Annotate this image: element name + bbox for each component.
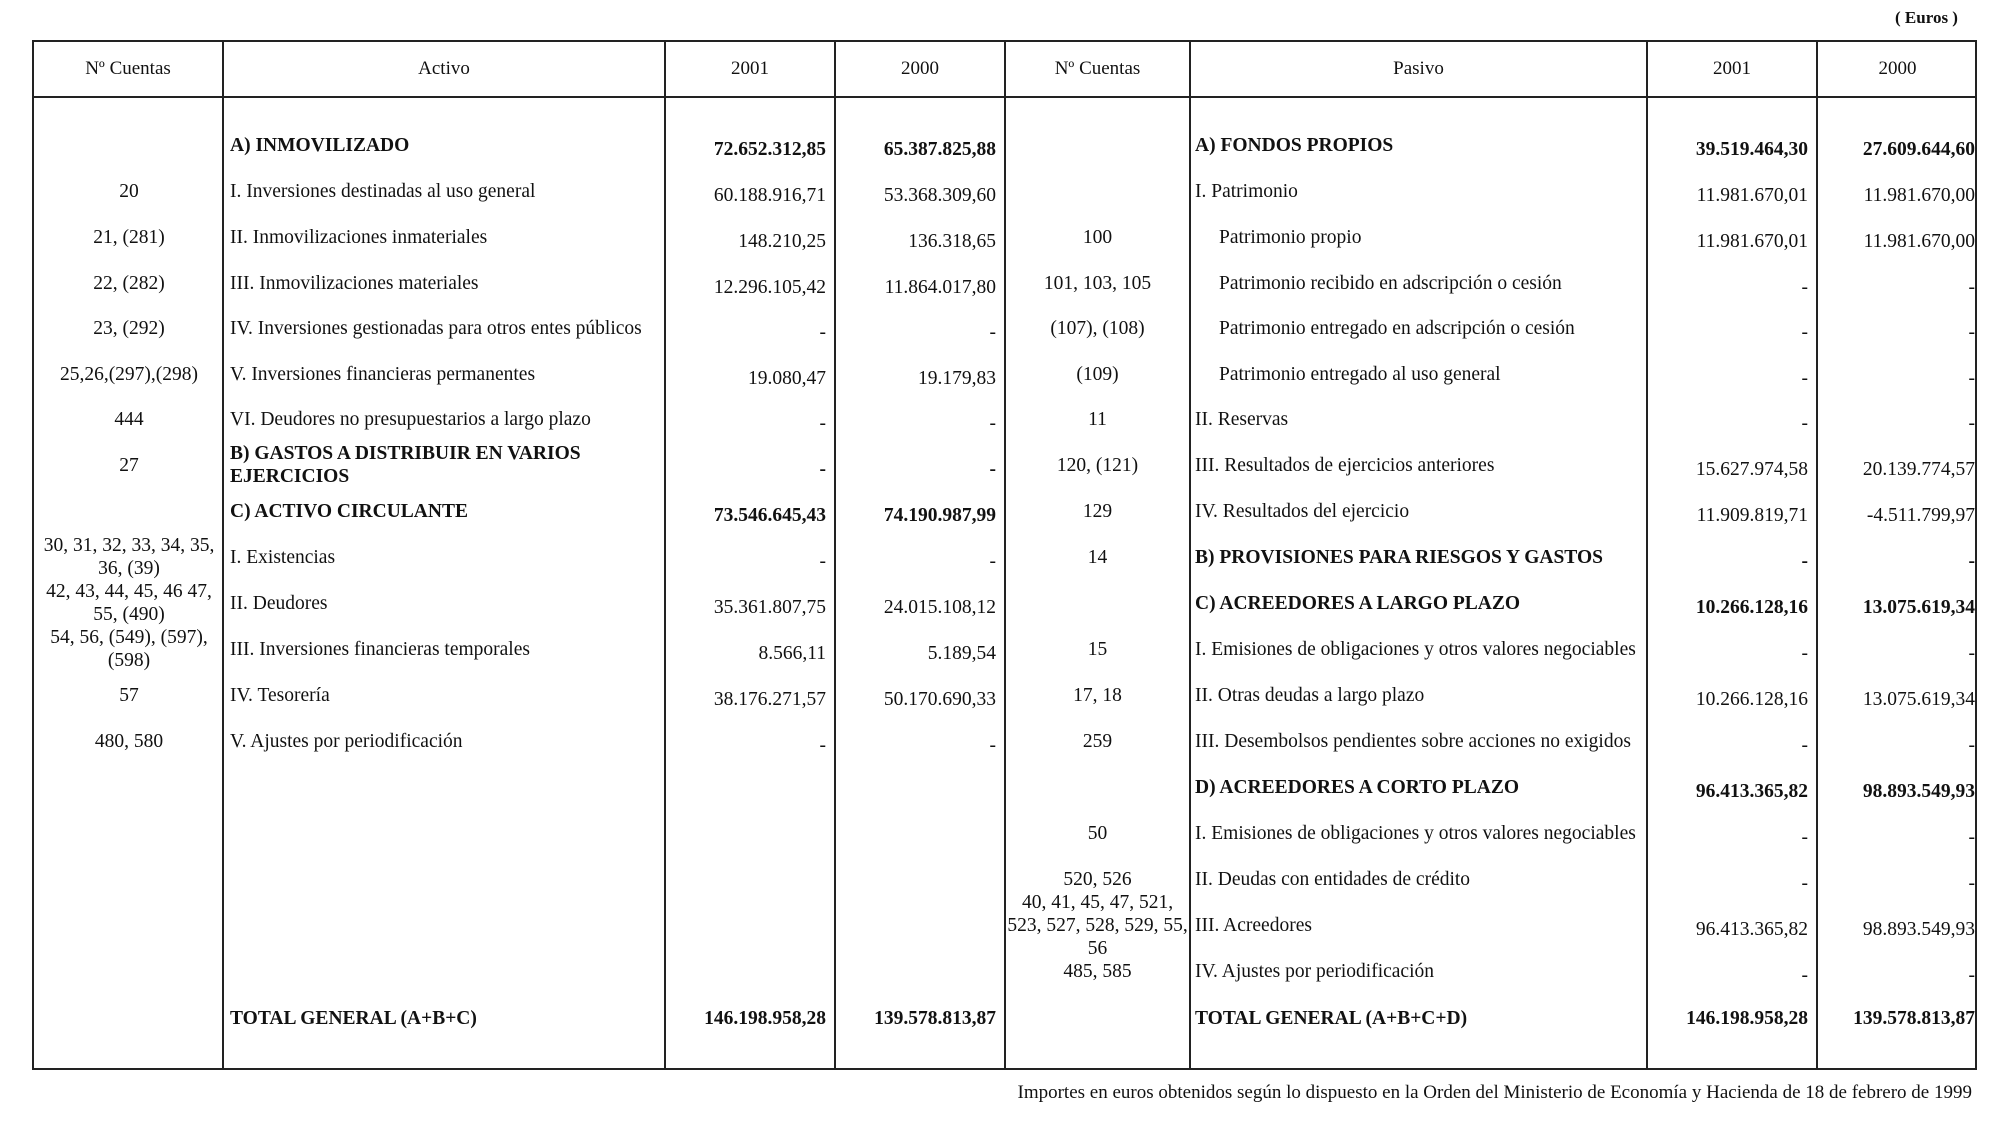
activo-total-2001 — [668, 995, 826, 1041]
activo-value-2000-text: - — [989, 321, 996, 343]
pasivo-label — [1195, 810, 1643, 856]
pasivo-value-2001 — [1650, 446, 1808, 492]
pasivo-label-text: II. Deudas con entidades de crédito — [1195, 868, 1471, 890]
activo-value-2000 — [838, 172, 996, 218]
pasivo-value-2000-text: - — [1968, 826, 1975, 848]
activo-account-text: 42, 43, 44, 45, 46 47, 55, (490) — [46, 581, 212, 625]
pasivo-account — [1006, 408, 1189, 430]
activo-account-text: 23, (292) — [93, 317, 165, 339]
activo-value-2000-text: - — [989, 550, 996, 572]
activo-value-2000-text: 11.864.017,80 — [884, 276, 996, 298]
pasivo-value-2000 — [1820, 630, 1975, 676]
activo-account-text: 22, (282) — [93, 272, 165, 294]
pasivo-account — [1006, 134, 1189, 156]
activo-value-2001 — [668, 264, 826, 310]
pasivo-account — [1006, 960, 1189, 982]
pasivo-value-2000-text: -4.511.799,97 — [1866, 504, 1975, 526]
activo-label — [230, 168, 658, 214]
activo-value-2001-text: - — [819, 458, 826, 480]
activo-total-label — [230, 995, 658, 1041]
pasivo-value-2001 — [1650, 814, 1808, 860]
pasivo-label — [1195, 488, 1643, 534]
activo-account-text: 20 — [119, 180, 139, 202]
activo-value-2000 — [838, 584, 996, 630]
pasivo-value-2001-text: 11.909.819,71 — [1696, 504, 1808, 526]
activo-label-text: III. Inmovilizaciones materiales — [230, 272, 479, 294]
activo-label-text: C) ACTIVO CIRCULANTE — [230, 500, 468, 522]
activo-value-2000-text: 65.387.825,88 — [883, 138, 996, 160]
activo-value-2000-text: 5.189,54 — [927, 642, 996, 664]
activo-account-text: 27 — [119, 454, 139, 476]
activo-value-2000-text: 74.190.987,99 — [883, 504, 996, 526]
pasivo-value-2001 — [1650, 538, 1808, 584]
pasivo-value-2000-text: 98.893.549,93 — [1862, 918, 1975, 940]
pasivo-value-2001-text: - — [1801, 367, 1808, 389]
pasivo-label-text: I. Emisiones de obligaciones y otros valores negociables — [1195, 822, 1636, 844]
balance-sheet-table — [32, 40, 1977, 1070]
pasivo-label — [1219, 260, 1643, 306]
pasivo-label — [1219, 214, 1643, 260]
activo-value-2000-text: 50.170.690,33 — [883, 688, 996, 710]
activo-value-2001-text: - — [819, 412, 826, 434]
activo-label — [230, 718, 658, 764]
header-year-2000-left: 2000 — [901, 58, 939, 79]
activo-label-text: II. Deudores — [230, 592, 328, 614]
pasivo-value-2000-text: - — [1968, 367, 1975, 389]
pasivo-value-2001 — [1650, 400, 1808, 446]
activo-account-text: 480, 580 — [94, 730, 164, 752]
pasivo-value-2000-text: - — [1968, 550, 1975, 572]
activo-label-text: B) GASTOS A DISTRIBUIR EN VARIOS EJERCICIOS — [230, 443, 581, 487]
activo-value-2001 — [668, 584, 826, 630]
activo-value-2001 — [668, 492, 826, 538]
activo-value-2000 — [838, 492, 996, 538]
pasivo-label — [1195, 122, 1643, 168]
pasivo-value-2001 — [1650, 584, 1808, 630]
activo-label — [230, 580, 658, 626]
pasivo-value-2001-text: - — [1801, 872, 1808, 894]
column-rule — [222, 42, 224, 1068]
pasivo-label-text: Patrimonio recibido en adscripción o cesión — [1219, 272, 1562, 294]
pasivo-value-2000-text: 98.893.549,93 — [1862, 780, 1975, 802]
pasivo-total-2001 — [1650, 995, 1808, 1041]
activo-value-2001-text: 73.546.645,43 — [713, 504, 826, 526]
column-rule — [1646, 42, 1648, 1068]
pasivo-total-2000-text: 139.578.813,87 — [1853, 1007, 1975, 1029]
pasivo-label-text: C) ACREEDORES A LARGO PLAZO — [1195, 592, 1521, 614]
pasivo-value-2000 — [1820, 906, 1975, 952]
activo-value-2000-text: 24.015.108,12 — [883, 596, 996, 618]
activo-account-text: 30, 31, 32, 33, 34, 35, 36, (39) — [43, 535, 215, 579]
activo-account-text: 21, (281) — [93, 226, 165, 248]
pasivo-value-2000-text: - — [1968, 872, 1975, 894]
pasivo-value-2001-text: 96.413.365,82 — [1695, 780, 1808, 802]
activo-label — [230, 396, 658, 442]
pasivo-value-2000 — [1820, 952, 1975, 998]
activo-value-2000-text: 19.179,83 — [918, 367, 996, 389]
table-header — [34, 42, 1975, 98]
activo-value-2001 — [668, 676, 826, 722]
activo-value-2000 — [838, 218, 996, 264]
currency-note: ( Euros ) — [1895, 8, 1958, 27]
activo-account — [36, 684, 222, 706]
pasivo-value-2000 — [1820, 264, 1975, 310]
pasivo-label-text: A) FONDOS PROPIOS — [1195, 134, 1394, 156]
pasivo-label-text: III. Acreedores — [1195, 914, 1312, 936]
activo-value-2000-text: - — [989, 412, 996, 434]
pasivo-value-2001 — [1650, 722, 1808, 768]
activo-value-2001 — [668, 172, 826, 218]
pasivo-value-2000 — [1820, 309, 1975, 355]
pasivo-value-2000-text: 11.981.670,00 — [1863, 230, 1975, 252]
pasivo-label — [1195, 534, 1643, 580]
activo-value-2001-text: - — [819, 550, 826, 572]
activo-account — [36, 272, 222, 294]
activo-value-2000-text: - — [989, 734, 996, 756]
activo-value-2001 — [668, 309, 826, 355]
activo-account — [36, 317, 222, 339]
activo-value-2000 — [838, 676, 996, 722]
activo-label-text: II. Inmovilizaciones inmateriales — [230, 226, 488, 248]
pasivo-account-text: 14 — [1087, 546, 1108, 568]
pasivo-label-text: IV. Resultados del ejercicio — [1195, 500, 1410, 522]
pasivo-value-2000 — [1820, 860, 1975, 906]
pasivo-value-2001-text: 39.519.464,30 — [1695, 138, 1808, 160]
pasivo-value-2001 — [1650, 172, 1808, 218]
pasivo-value-2001 — [1650, 906, 1808, 952]
activo-label — [230, 351, 658, 397]
pasivo-value-2000 — [1820, 172, 1975, 218]
pasivo-label-text: II. Reservas — [1195, 408, 1289, 430]
pasivo-value-2000-text: 27.609.644,60 — [1862, 138, 1975, 160]
activo-total-2000 — [838, 995, 996, 1041]
activo-label — [230, 626, 658, 672]
pasivo-label-text: II. Otras deudas a largo plazo — [1195, 684, 1425, 706]
pasivo-value-2000-text: - — [1968, 321, 1975, 343]
activo-value-2001-text: 35.361.807,75 — [713, 596, 826, 618]
pasivo-value-2000-text: 11.981.670,00 — [1863, 184, 1975, 206]
pasivo-value-2001 — [1650, 630, 1808, 676]
pasivo-value-2000 — [1820, 538, 1975, 584]
pasivo-account-text: 520, 526 — [1063, 868, 1132, 890]
activo-account-text: 54, 56, (549), (597), (598) — [50, 627, 208, 671]
pasivo-account — [1006, 317, 1189, 339]
pasivo-value-2000-text: - — [1968, 276, 1975, 298]
activo-account — [36, 500, 222, 522]
activo-value-2000 — [838, 309, 996, 355]
pasivo-value-2001 — [1650, 355, 1808, 401]
pasivo-account — [1006, 363, 1189, 385]
pasivo-label-text: III. Desembolsos pendientes sobre acciones no exigidos — [1195, 730, 1631, 752]
pasivo-account-text: (107), (108) — [1050, 317, 1145, 339]
pasivo-value-2000-text: - — [1968, 964, 1975, 986]
pasivo-value-2001 — [1650, 952, 1808, 998]
header-year-2001-right: 2001 — [1713, 58, 1751, 79]
pasivo-account — [1006, 592, 1189, 614]
pasivo-account-text: 129 — [1082, 500, 1113, 522]
pasivo-label-text: III. Resultados de ejercicios anteriores — [1195, 454, 1495, 476]
footnote: Importes en euros obtenidos según lo dispuesto en la Orden del Ministerio de Economía y Hacienda de 18 de febrero de 1999 — [1017, 1082, 1972, 1103]
activo-account — [36, 535, 222, 579]
pasivo-label — [1195, 672, 1643, 718]
activo-label — [230, 534, 658, 580]
pasivo-label — [1195, 902, 1643, 948]
activo-value-2000 — [838, 264, 996, 310]
activo-value-2001-text: 148.210,25 — [738, 230, 826, 252]
pasivo-value-2000 — [1820, 814, 1975, 860]
pasivo-total-label — [1195, 995, 1643, 1041]
activo-account — [36, 730, 222, 752]
pasivo-value-2000 — [1820, 584, 1975, 630]
pasivo-label-text: B) PROVISIONES PARA RIESGOS Y GASTOS — [1195, 546, 1603, 568]
pasivo-value-2001 — [1650, 309, 1808, 355]
pasivo-total-2000 — [1820, 995, 1975, 1041]
activo-value-2000-text: - — [989, 458, 996, 480]
header-pasivo: Pasivo — [1393, 58, 1444, 79]
activo-label — [230, 122, 658, 168]
activo-account — [36, 134, 222, 156]
activo-label-text: A) INMOVILIZADO — [230, 134, 410, 156]
column-rule — [1189, 42, 1191, 1068]
pasivo-account — [1006, 868, 1189, 890]
pasivo-value-2001 — [1650, 860, 1808, 906]
pasivo-account — [1006, 500, 1189, 522]
activo-label — [230, 488, 658, 534]
activo-value-2000 — [838, 538, 996, 584]
header-year-2001-left: 2001 — [731, 58, 769, 79]
pasivo-value-2000 — [1820, 218, 1975, 264]
pasivo-value-2000-text: 20.139.774,57 — [1862, 458, 1975, 480]
pasivo-label — [1195, 168, 1643, 214]
pasivo-account — [1006, 454, 1189, 476]
pasivo-value-2000 — [1820, 355, 1975, 401]
activo-total-label-text: TOTAL GENERAL (A+B+C) — [230, 1007, 477, 1029]
pasivo-value-2000 — [1820, 676, 1975, 722]
pasivo-value-2000-text: - — [1968, 734, 1975, 756]
header-accounts-left: Nº Cuentas — [85, 58, 171, 79]
column-rule — [664, 42, 666, 1068]
pasivo-account-text: 17, 18 — [1073, 684, 1122, 706]
pasivo-value-2001 — [1650, 676, 1808, 722]
pasivo-label-text: IV. Ajustes por periodificación — [1195, 960, 1435, 982]
pasivo-value-2001 — [1650, 126, 1808, 172]
activo-account — [36, 627, 222, 671]
pasivo-account — [1006, 892, 1189, 958]
pasivo-value-2001-text: - — [1801, 276, 1808, 298]
pasivo-account — [1006, 546, 1189, 568]
activo-value-2001 — [668, 218, 826, 264]
activo-account-text: 444 — [114, 408, 144, 430]
pasivo-account — [1006, 684, 1189, 706]
pasivo-value-2001-text: 11.981.670,01 — [1696, 184, 1808, 206]
pasivo-value-2001-text: - — [1801, 550, 1808, 572]
activo-value-2001-text: 60.188.916,71 — [713, 184, 826, 206]
activo-account — [36, 363, 222, 385]
pasivo-account-text: (109) — [1076, 363, 1119, 385]
pasivo-account-text: 100 — [1082, 226, 1113, 248]
pasivo-value-2001-text: 96.413.365,82 — [1695, 918, 1808, 940]
pasivo-label — [1219, 305, 1643, 351]
activo-value-2000 — [838, 400, 996, 446]
pasivo-value-2000 — [1820, 126, 1975, 172]
pasivo-value-2001-text: - — [1801, 826, 1808, 848]
activo-value-2000 — [838, 722, 996, 768]
pasivo-label-text: D) ACREEDORES A CORTO PLAZO — [1195, 776, 1520, 798]
activo-account — [36, 454, 222, 476]
pasivo-value-2000 — [1820, 722, 1975, 768]
pasivo-label-text: I. Emisiones de obligaciones y otros valores negociables — [1195, 638, 1636, 660]
activo-value-2000 — [838, 355, 996, 401]
pasivo-account-text: 120, (121) — [1056, 454, 1139, 476]
activo-value-2001-text: - — [819, 734, 826, 756]
activo-value-2001 — [668, 538, 826, 584]
pasivo-label — [1195, 718, 1643, 764]
pasivo-account-text: 259 — [1082, 730, 1113, 752]
activo-value-2001-text: 38.176.271,57 — [713, 688, 826, 710]
pasivo-value-2001-text: 11.981.670,01 — [1696, 230, 1808, 252]
pasivo-account — [1006, 638, 1189, 660]
activo-label-text: IV. Inversiones gestionadas para otros entes públicos — [230, 317, 642, 339]
pasivo-account-text: 11 — [1088, 408, 1107, 430]
activo-label — [230, 214, 658, 260]
pasivo-value-2001-text: - — [1801, 412, 1808, 434]
header-activo: Activo — [418, 58, 470, 79]
activo-value-2001 — [668, 400, 826, 446]
activo-label-text: V. Inversiones financieras permanentes — [230, 363, 536, 385]
activo-account-text: 25,26,(297),(298) — [59, 363, 199, 385]
activo-label — [230, 260, 658, 306]
pasivo-label — [1195, 442, 1643, 488]
pasivo-value-2001-text: - — [1801, 642, 1808, 664]
activo-label-text: III. Inversiones financieras temporales — [230, 638, 530, 660]
column-rule — [834, 42, 836, 1068]
pasivo-value-2001 — [1650, 492, 1808, 538]
activo-label — [230, 672, 658, 718]
pasivo-label-text: Patrimonio entregado en adscripción o cesión — [1219, 317, 1575, 339]
pasivo-account — [1006, 730, 1189, 752]
pasivo-account-text: 101, 103, 105 — [1043, 272, 1152, 294]
activo-account — [36, 180, 222, 202]
activo-label-text: VI. Deudores no presupuestarios a largo plazo — [230, 408, 591, 430]
activo-value-2000-text: 53.368.309,60 — [883, 184, 996, 206]
pasivo-label — [1195, 580, 1643, 626]
pasivo-value-2001 — [1650, 768, 1808, 814]
pasivo-value-2000-text: 13.075.619,34 — [1862, 688, 1975, 710]
activo-value-2001-text: 72.652.312,85 — [713, 138, 826, 160]
activo-label-text: I. Inversiones destinadas al uso general — [230, 180, 536, 202]
pasivo-account — [1006, 822, 1189, 844]
pasivo-label — [1195, 626, 1643, 672]
activo-value-2001 — [668, 355, 826, 401]
activo-value-2001-text: 12.296.105,42 — [713, 276, 826, 298]
pasivo-account-text: 15 — [1087, 638, 1108, 660]
activo-value-2001-text: 8.566,11 — [758, 642, 826, 664]
pasivo-account-text: 50 — [1087, 822, 1108, 844]
activo-value-2001 — [668, 630, 826, 676]
pasivo-value-2001-text: - — [1801, 321, 1808, 343]
pasivo-label-text: Patrimonio propio — [1219, 226, 1362, 248]
pasivo-value-2001-text: - — [1801, 734, 1808, 756]
pasivo-value-2000-text: - — [1968, 412, 1975, 434]
pasivo-label — [1195, 948, 1643, 994]
header-accounts-right: Nº Cuentas — [1054, 58, 1141, 79]
activo-total-2000-text: 139.578.813,87 — [874, 1007, 996, 1029]
pasivo-label-text: Patrimonio entregado al uso general — [1219, 363, 1501, 385]
pasivo-total-label-text: TOTAL GENERAL (A+B+C+D) — [1195, 1007, 1468, 1029]
pasivo-account — [1006, 776, 1189, 798]
pasivo-label — [1195, 856, 1643, 902]
pasivo-value-2000-text: 13.075.619,34 — [1862, 596, 1975, 618]
activo-account — [36, 226, 222, 248]
pasivo-account-text: 485, 585 — [1063, 960, 1132, 982]
activo-label-text: I. Existencias — [230, 546, 336, 568]
pasivo-value-2001 — [1650, 264, 1808, 310]
pasivo-value-2000 — [1820, 446, 1975, 492]
pasivo-value-2000 — [1820, 768, 1975, 814]
activo-account-text: 57 — [119, 684, 139, 706]
activo-value-2001 — [668, 722, 826, 768]
pasivo-value-2000-text: - — [1968, 642, 1975, 664]
pasivo-value-2000 — [1820, 400, 1975, 446]
column-rule — [1816, 42, 1818, 1068]
activo-label-text: IV. Tesorería — [230, 684, 330, 706]
pasivo-value-2001 — [1650, 218, 1808, 264]
pasivo-label — [1195, 764, 1643, 810]
header-year-2000-right: 2000 — [1878, 58, 1917, 79]
pasivo-label — [1219, 351, 1643, 397]
activo-value-2001-text: - — [819, 321, 826, 343]
pasivo-account — [1006, 272, 1189, 294]
activo-account — [36, 408, 222, 430]
activo-value-2000-text: 136.318,65 — [908, 230, 996, 252]
pasivo-account — [1006, 180, 1189, 202]
activo-total-2001-text: 146.198.958,28 — [704, 1007, 826, 1029]
activo-label-text: V. Ajustes por periodificación — [230, 730, 463, 752]
pasivo-label-text: I. Patrimonio — [1195, 180, 1298, 202]
activo-value-2001-text: 19.080,47 — [748, 367, 826, 389]
pasivo-value-2000 — [1820, 492, 1975, 538]
pasivo-value-2001-text: 10.266.128,16 — [1695, 596, 1808, 618]
pasivo-value-2001-text: - — [1801, 964, 1808, 986]
pasivo-label — [1195, 396, 1643, 442]
pasivo-value-2001-text: 15.627.974,58 — [1695, 458, 1808, 480]
pasivo-account-text: 40, 41, 45, 47, 521, 523, 527, 528, 529, 55, 56 — [1007, 891, 1188, 959]
activo-value-2000 — [838, 446, 996, 492]
activo-value-2000 — [838, 630, 996, 676]
activo-label — [230, 442, 658, 488]
activo-account — [36, 581, 222, 625]
pasivo-account — [1006, 226, 1189, 248]
pasivo-total-2001-text: 146.198.958,28 — [1686, 1007, 1808, 1029]
activo-value-2000 — [838, 126, 996, 172]
activo-value-2001 — [668, 446, 826, 492]
activo-label — [230, 305, 658, 351]
activo-value-2001 — [668, 126, 826, 172]
pasivo-value-2001-text: 10.266.128,16 — [1695, 688, 1808, 710]
